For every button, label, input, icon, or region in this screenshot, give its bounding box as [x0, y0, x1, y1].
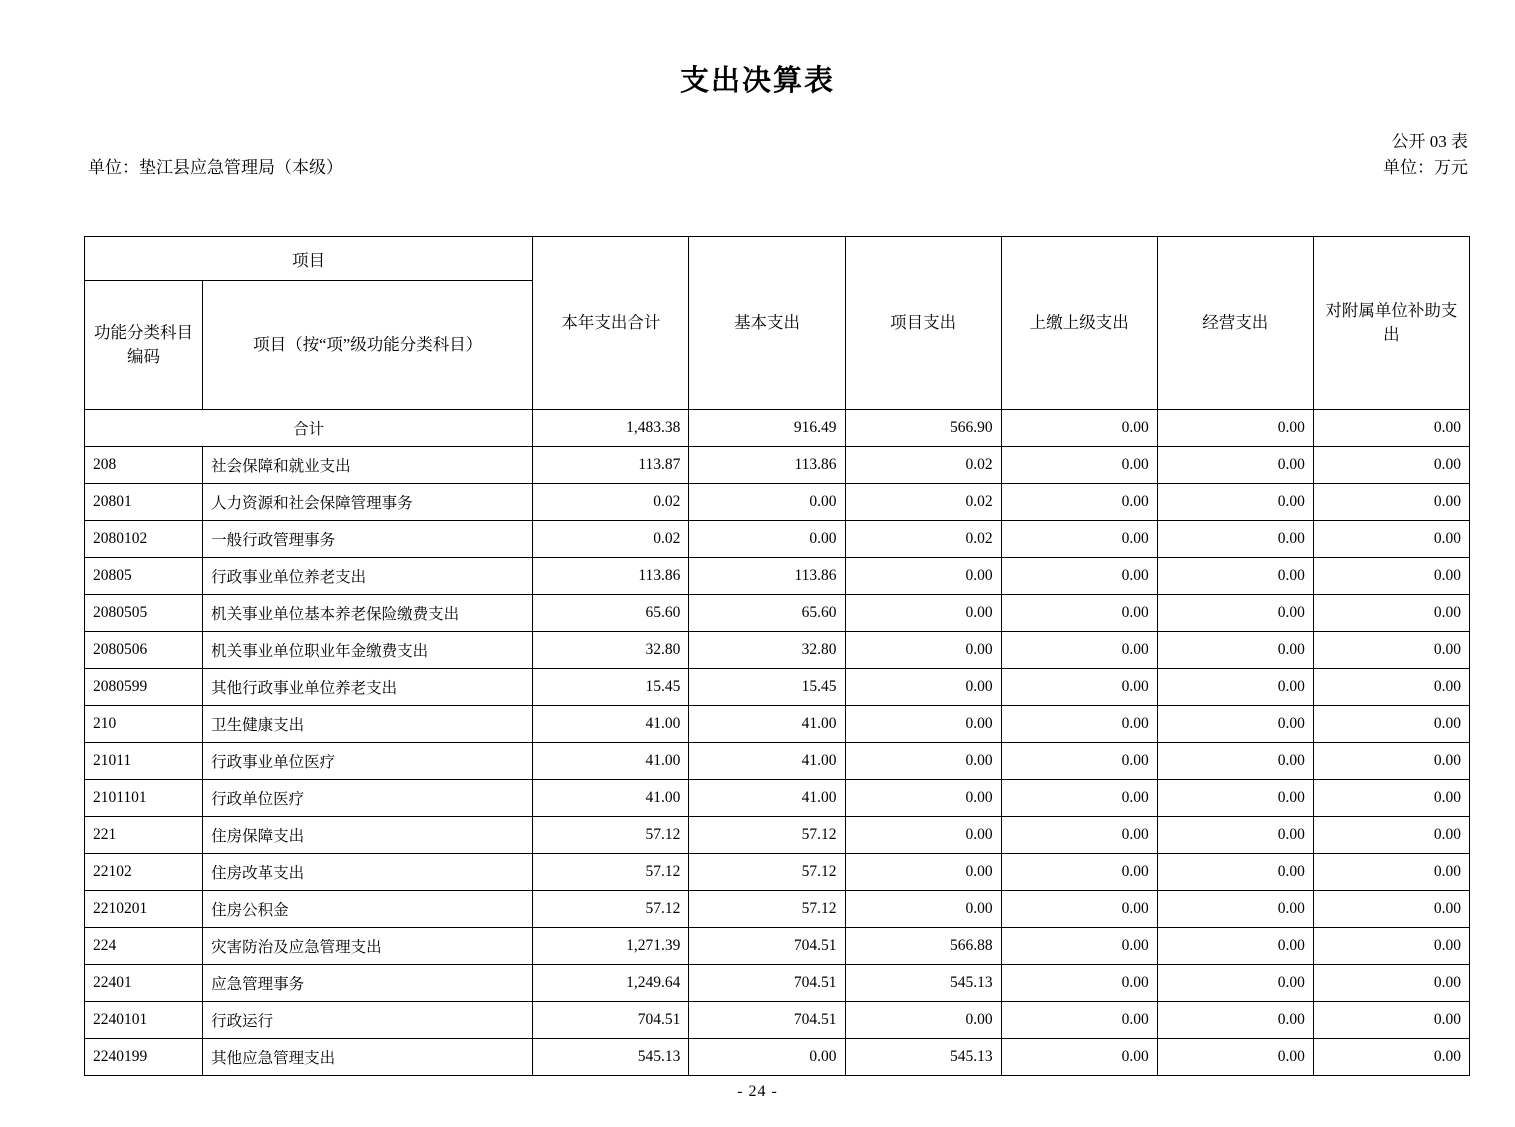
row-value-4: 0.00	[1157, 817, 1313, 854]
row-value-1: 41.00	[689, 743, 845, 780]
row-name: 住房保障支出	[203, 817, 533, 854]
row-value-4: 0.00	[1157, 595, 1313, 632]
table-row	[85, 1002, 1470, 1039]
row-value-5: 0.00	[1313, 669, 1469, 706]
row-value-5: 0.00	[1313, 817, 1469, 854]
row-value-5: 0.00	[1313, 632, 1469, 669]
row-code: 208	[85, 447, 203, 484]
row-value-2: 0.00	[845, 817, 1001, 854]
row-name: 一般行政管理事务	[203, 521, 533, 558]
row-value-4: 0.00	[1157, 854, 1313, 891]
row-value-0: 57.12	[533, 854, 689, 891]
table-row	[85, 928, 1470, 965]
row-value-1: 704.51	[689, 928, 845, 965]
table-row-total	[85, 410, 1470, 447]
row-code: 210	[85, 706, 203, 743]
row-value-0: 0.02	[533, 521, 689, 558]
row-value-1: 32.80	[689, 632, 845, 669]
row-value-5: 0.00	[1313, 447, 1469, 484]
table-header	[85, 237, 1470, 410]
row-value-2: 0.00	[845, 669, 1001, 706]
row-value-1: 113.86	[689, 447, 845, 484]
row-value-0: 0.02	[533, 484, 689, 521]
row-value-2: 0.02	[845, 521, 1001, 558]
row-value-1: 0.00	[689, 521, 845, 558]
row-value-1: 704.51	[689, 965, 845, 1002]
row-value-5: 0.00	[1313, 595, 1469, 632]
row-value-0: 57.12	[533, 817, 689, 854]
table-row	[85, 558, 1470, 595]
row-value-2: 545.13	[845, 1039, 1001, 1076]
header-col-3: 上缴上级支出	[1001, 237, 1157, 410]
row-value-2: 0.00	[845, 743, 1001, 780]
row-value-2: 545.13	[845, 965, 1001, 1002]
row-code: 2080505	[85, 595, 203, 632]
row-value-0: 704.51	[533, 1002, 689, 1039]
total-value-0: 1,483.38	[533, 410, 689, 447]
row-value-5: 0.00	[1313, 965, 1469, 1002]
row-value-3: 0.00	[1001, 928, 1157, 965]
row-value-4: 0.00	[1157, 632, 1313, 669]
row-code: 22102	[85, 854, 203, 891]
row-value-5: 0.00	[1313, 780, 1469, 817]
row-name: 住房公积金	[203, 891, 533, 928]
row-value-0: 32.80	[533, 632, 689, 669]
row-name: 卫生健康支出	[203, 706, 533, 743]
row-value-2: 0.00	[845, 706, 1001, 743]
row-value-3: 0.00	[1001, 706, 1157, 743]
row-value-0: 41.00	[533, 780, 689, 817]
header-col-5: 对附属单位补助支出	[1313, 237, 1469, 410]
table-body	[85, 410, 1470, 1076]
row-value-4: 0.00	[1157, 484, 1313, 521]
row-value-4: 0.00	[1157, 1039, 1313, 1076]
row-value-4: 0.00	[1157, 965, 1313, 1002]
row-name: 应急管理事务	[203, 965, 533, 1002]
total-label: 合计	[85, 410, 533, 447]
page-title: 支出决算表	[679, 63, 835, 97]
row-code: 2240101	[85, 1002, 203, 1039]
page-number: - 24 -	[737, 1083, 778, 1100]
meta-block	[0, 127, 1515, 177]
row-name: 行政事业单位医疗	[203, 743, 533, 780]
table-row	[85, 891, 1470, 928]
header-col-0: 本年支出合计	[533, 237, 689, 410]
row-value-1: 15.45	[689, 669, 845, 706]
row-name: 行政事业单位养老支出	[203, 558, 533, 595]
row-value-4: 0.00	[1157, 706, 1313, 743]
row-value-4: 0.00	[1157, 521, 1313, 558]
row-value-4: 0.00	[1157, 447, 1313, 484]
row-value-0: 41.00	[533, 706, 689, 743]
table-row	[85, 484, 1470, 521]
row-value-2: 566.88	[845, 928, 1001, 965]
row-code: 224	[85, 928, 203, 965]
row-name: 人力资源和社会保障管理事务	[203, 484, 533, 521]
total-value-4: 0.00	[1157, 410, 1313, 447]
amount-unit: 单位：万元	[1383, 158, 1468, 177]
row-value-3: 0.00	[1001, 1002, 1157, 1039]
row-value-1: 57.12	[689, 891, 845, 928]
header-col-2: 项目支出	[845, 237, 1001, 410]
unit-label: 单位：垫江县应急管理局（本级）	[88, 158, 343, 177]
row-value-3: 0.00	[1001, 632, 1157, 669]
table-row	[85, 595, 1470, 632]
row-value-4: 0.00	[1157, 669, 1313, 706]
row-value-5: 0.00	[1313, 928, 1469, 965]
row-name: 其他应急管理支出	[203, 1039, 533, 1076]
row-value-0: 545.13	[533, 1039, 689, 1076]
row-value-0: 113.86	[533, 558, 689, 595]
row-value-0: 1,271.39	[533, 928, 689, 965]
total-value-5: 0.00	[1313, 410, 1469, 447]
row-code: 2080506	[85, 632, 203, 669]
row-value-5: 0.00	[1313, 1039, 1469, 1076]
row-value-3: 0.00	[1001, 780, 1157, 817]
row-code: 22401	[85, 965, 203, 1002]
row-value-3: 0.00	[1001, 1039, 1157, 1076]
table-row	[85, 780, 1470, 817]
row-value-4: 0.00	[1157, 928, 1313, 965]
document-page	[0, 58, 1515, 1127]
row-value-1: 41.00	[689, 706, 845, 743]
row-value-1: 65.60	[689, 595, 845, 632]
row-code: 2080599	[85, 669, 203, 706]
row-value-3: 0.00	[1001, 669, 1157, 706]
table-row	[85, 521, 1470, 558]
row-name: 行政单位医疗	[203, 780, 533, 817]
row-value-5: 0.00	[1313, 1002, 1469, 1039]
row-value-2: 0.00	[845, 780, 1001, 817]
row-name: 行政运行	[203, 1002, 533, 1039]
row-code: 21011	[85, 743, 203, 780]
row-value-4: 0.00	[1157, 891, 1313, 928]
row-value-4: 0.00	[1157, 1002, 1313, 1039]
total-value-2: 566.90	[845, 410, 1001, 447]
row-value-1: 704.51	[689, 1002, 845, 1039]
form-number: 公开 03 表	[1391, 132, 1468, 151]
table-row	[85, 447, 1470, 484]
row-code: 2080102	[85, 521, 203, 558]
row-value-5: 0.00	[1313, 743, 1469, 780]
table-row	[85, 632, 1470, 669]
row-value-2: 0.00	[845, 558, 1001, 595]
row-value-0: 15.45	[533, 669, 689, 706]
row-code: 2210201	[85, 891, 203, 928]
row-value-1: 0.00	[689, 484, 845, 521]
header-name: 项目（按“项”级功能分类科目）	[203, 281, 533, 410]
row-name: 灾害防治及应急管理支出	[203, 928, 533, 965]
row-value-3: 0.00	[1001, 595, 1157, 632]
row-value-3: 0.00	[1001, 965, 1157, 1002]
row-value-2: 0.00	[845, 854, 1001, 891]
row-value-3: 0.00	[1001, 743, 1157, 780]
row-value-0: 113.87	[533, 447, 689, 484]
row-value-0: 65.60	[533, 595, 689, 632]
row-value-3: 0.00	[1001, 558, 1157, 595]
row-value-2: 0.00	[845, 632, 1001, 669]
row-value-0: 57.12	[533, 891, 689, 928]
row-code: 221	[85, 817, 203, 854]
table-row	[85, 669, 1470, 706]
row-value-3: 0.00	[1001, 891, 1157, 928]
row-value-1: 41.00	[689, 780, 845, 817]
row-value-1: 113.86	[689, 558, 845, 595]
row-value-4: 0.00	[1157, 558, 1313, 595]
header-code: 功能分类科目编码	[85, 281, 203, 410]
row-value-5: 0.00	[1313, 891, 1469, 928]
row-value-0: 1,249.64	[533, 965, 689, 1002]
row-code: 20801	[85, 484, 203, 521]
row-code: 20805	[85, 558, 203, 595]
row-name: 机关事业单位基本养老保险缴费支出	[203, 595, 533, 632]
table-row	[85, 817, 1470, 854]
table-row	[85, 1039, 1470, 1076]
row-name: 住房改革支出	[203, 854, 533, 891]
row-value-3: 0.00	[1001, 817, 1157, 854]
row-value-2: 0.02	[845, 447, 1001, 484]
row-value-5: 0.00	[1313, 558, 1469, 595]
row-value-4: 0.00	[1157, 780, 1313, 817]
row-value-2: 0.02	[845, 484, 1001, 521]
row-value-1: 57.12	[689, 854, 845, 891]
row-name: 其他行政事业单位养老支出	[203, 669, 533, 706]
row-value-5: 0.00	[1313, 521, 1469, 558]
header-group-project: 项目	[85, 237, 533, 281]
header-col-4: 经营支出	[1157, 237, 1313, 410]
row-value-2: 0.00	[845, 891, 1001, 928]
row-code: 2240199	[85, 1039, 203, 1076]
row-value-3: 0.00	[1001, 447, 1157, 484]
row-value-3: 0.00	[1001, 521, 1157, 558]
row-value-3: 0.00	[1001, 854, 1157, 891]
table-row	[85, 965, 1470, 1002]
header-col-1: 基本支出	[689, 237, 845, 410]
row-code: 2101101	[85, 780, 203, 817]
row-value-5: 0.00	[1313, 854, 1469, 891]
row-value-1: 57.12	[689, 817, 845, 854]
row-value-5: 0.00	[1313, 484, 1469, 521]
total-value-1: 916.49	[689, 410, 845, 447]
table-row	[85, 743, 1470, 780]
total-value-3: 0.00	[1001, 410, 1157, 447]
row-value-4: 0.00	[1157, 743, 1313, 780]
row-value-3: 0.00	[1001, 484, 1157, 521]
row-name: 机关事业单位职业年金缴费支出	[203, 632, 533, 669]
row-value-2: 0.00	[845, 595, 1001, 632]
row-name: 社会保障和就业支出	[203, 447, 533, 484]
expenditure-table	[84, 236, 1470, 1076]
table-row	[85, 706, 1470, 743]
table-row	[85, 854, 1470, 891]
row-value-2: 0.00	[845, 1002, 1001, 1039]
row-value-0: 41.00	[533, 743, 689, 780]
row-value-5: 0.00	[1313, 706, 1469, 743]
row-value-1: 0.00	[689, 1039, 845, 1076]
